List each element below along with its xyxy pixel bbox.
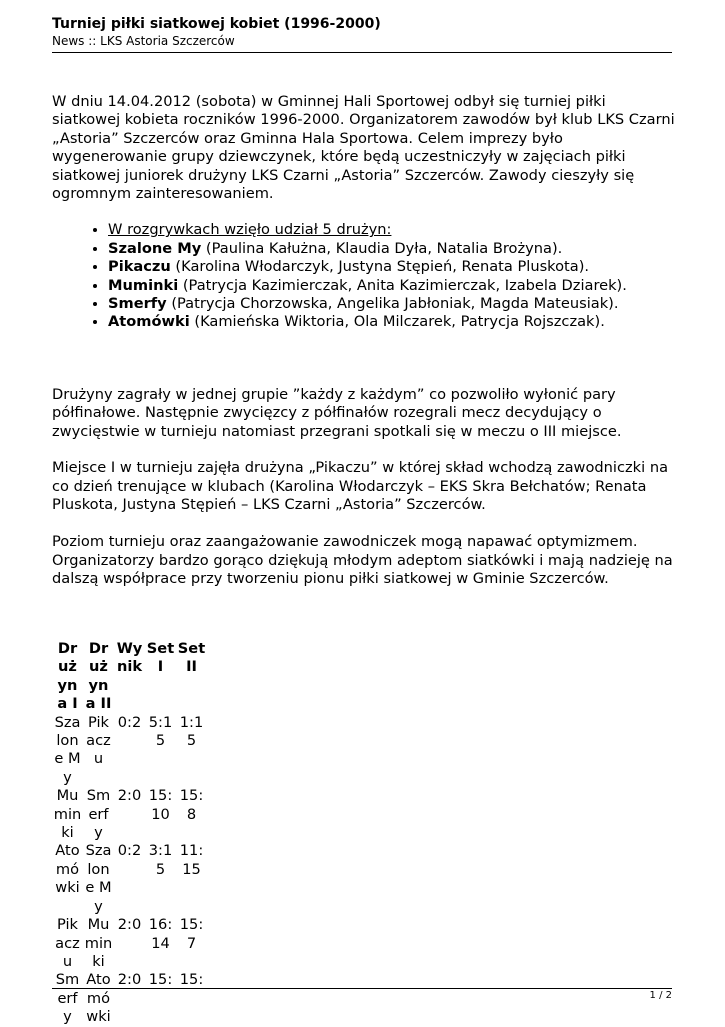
team-name: Pikaczu xyxy=(108,258,171,276)
article-body xyxy=(52,93,677,588)
table-row xyxy=(52,787,207,842)
team-item xyxy=(108,258,677,276)
team-players: (Kamieńska Wiktoria, Ola Milczarek, Patrycja Rojszczak). xyxy=(189,313,605,331)
table-cell: Atomówki xyxy=(55,842,80,897)
team-item xyxy=(108,277,677,295)
table-header-row xyxy=(52,640,207,714)
column-header: Wynik xyxy=(116,640,143,676)
table-cell: Muminki xyxy=(53,787,82,842)
team-name: Szalone My xyxy=(108,239,202,257)
table-cell: 1:15 xyxy=(179,713,204,750)
table-cell: Smerfy xyxy=(55,971,80,1026)
table-cell: 2:0 xyxy=(117,971,142,989)
table-cell: 15: xyxy=(179,971,204,989)
winner-paragraph: Miejsce I w turnieju zajęła drużyna „Pikaczu” w której skład wchodzą zawodniczki na co dzień trenujące w klubach (Karolina Włodarczyk – EKS Skra Bełchatów; Renata Pluskota, Justyna Stępień – LKS Czarni „Astoria” Szczerców. xyxy=(52,459,669,514)
column-header: Set II xyxy=(177,640,206,676)
teams-list-heading: • W rozgrywkach wzięło udział 5 drużyn: xyxy=(108,221,677,239)
header-divider xyxy=(52,52,672,53)
table-cell: 3:15 xyxy=(148,842,173,878)
group-stage-paragraph: Drużyny zagrały w jednej grupie ”każdy z każdym” co pozwoliło wyłonić pary półfinałowe. Następnie zwycięzcy z półfinałów rozegrali mecz decydujący o zwycięstwie w turnieju natomiast przegrani spotkali się w meczu o III miejsce. xyxy=(52,385,622,440)
table-cell: Atomówki xyxy=(86,971,111,1026)
table-cell: Pikaczu xyxy=(86,713,111,768)
table-cell: 15:7 xyxy=(179,916,204,952)
table-cell: Pikaczu xyxy=(55,916,80,970)
team-players: (Patrycja Kazimierczak, Anita Kazimierczak, Izabela Dziarek). xyxy=(178,276,627,294)
team-name: Atomówki xyxy=(108,313,190,331)
team-item xyxy=(108,295,677,313)
team-name: Muminki xyxy=(108,276,179,294)
team-players: (Patrycja Chorzowska, Angelika Jabłoniak, Magda Mateusiak). xyxy=(166,295,619,313)
table-cell: 15: xyxy=(148,971,173,989)
document-title: Turniej piłki siatkowej kobiet (1996-2000) xyxy=(52,16,381,32)
table-cell: 2:0 xyxy=(117,787,142,805)
team-players: (Paulina Kałużna, Klaudia Dyła, Natalia Brożyna). xyxy=(201,239,563,257)
table-row xyxy=(52,842,207,916)
table-cell: Smerfy xyxy=(86,787,111,842)
table-cell: 16:14 xyxy=(148,916,173,952)
results-table xyxy=(52,640,207,1027)
table-row xyxy=(52,916,207,971)
table-row xyxy=(52,714,207,788)
table-cell: Szalone My xyxy=(85,842,112,915)
column-header: Set I xyxy=(146,640,175,676)
table-cell: Muminki xyxy=(84,916,113,970)
teams-list xyxy=(52,221,677,331)
team-item xyxy=(108,240,677,258)
table-cell: 2:0 xyxy=(117,916,142,934)
table-cell: 15:10 xyxy=(148,787,173,823)
document-header xyxy=(52,16,672,49)
intro-paragraph: W dniu 14.04.2012 (sobota) w Gminnej Hali Sportowej odbył się turniej piłki siatkowej kobieta roczników 1996-2000. Organizatorem zawodów był klub LKS Czarni „Astoria” Szczerców oraz Gminna Hala Sportowa. Celem imprezy było wygenerowanie grupy dziewczynek, które będą uczestniczyły w zajęciach piłki siatkowej juniorek drużyny LKS Czarni „Astoria” Szczerców. Zawody cieszyły się ogromnym zainteresowaniem. xyxy=(52,93,675,203)
team-item xyxy=(108,313,677,331)
table-cell: 11:15 xyxy=(179,842,204,878)
table-cell: 15:8 xyxy=(179,787,204,823)
column-header: Drużyna I xyxy=(57,640,78,713)
document-subtitle: News :: LKS Astoria Szczerców xyxy=(52,34,235,48)
table-cell: Szalone My xyxy=(54,713,81,786)
column-header: Drużyna II xyxy=(85,640,112,713)
table-cell: 0:2 xyxy=(117,842,142,860)
page-number: 1 / 2 xyxy=(649,990,672,1001)
footer-divider xyxy=(52,988,672,989)
table-cell: 5:15 xyxy=(148,713,173,750)
team-name: Smerfy xyxy=(108,295,167,313)
table-cell: 0:2 xyxy=(117,713,142,731)
closing-paragraph: Poziom turnieju oraz zaangażowanie zawodniczek mogą napawać optymizmem. Organizatorzy bardzo gorąco dziękują młodym adeptom siatkówki i mają nadzieję na dalszą współprace przy tworzeniu pionu piłki siatkowej w Gminie Szczerców. xyxy=(52,533,673,587)
table-row xyxy=(52,971,207,1026)
team-players: (Karolina Włodarczyk, Justyna Stępień, Renata Pluskota). xyxy=(170,258,590,276)
